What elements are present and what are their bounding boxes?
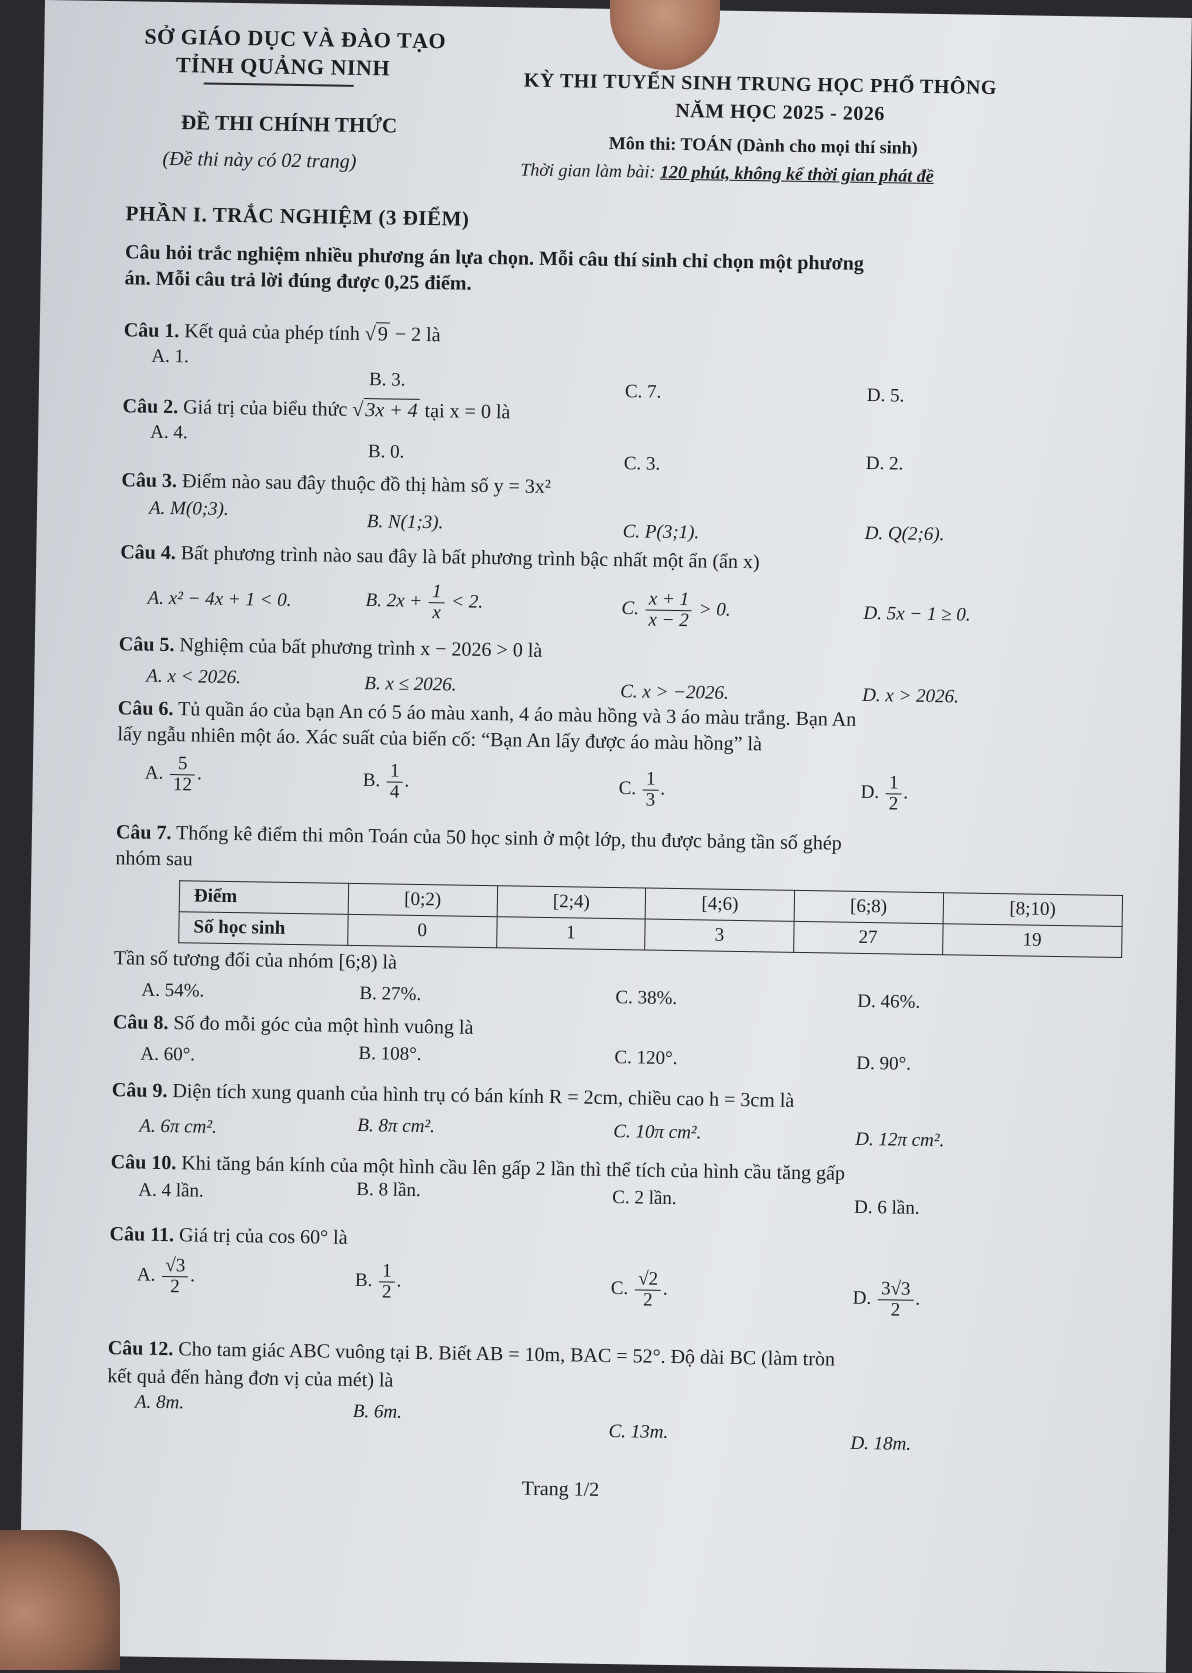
option-suffix: > 0. — [693, 599, 731, 621]
q4-option-c — [621, 589, 731, 632]
q12-option-b: B. 6m. — [352, 1401, 403, 1423]
table-cell: Số học sinh — [179, 912, 348, 946]
sqrt-content: 9 — [376, 322, 390, 345]
q4-option-d: D. 5x − 1 ≥ 0. — [863, 602, 971, 626]
q1-option-c: C. 7. — [624, 381, 662, 403]
q11-option-d: D. $\frac{3√3}{2}$ . — [852, 1278, 921, 1321]
q11-option-b: B. $\frac{1}{2}$ . — [354, 1260, 402, 1303]
question-3 — [121, 469, 551, 499]
numerator: 5 — [170, 754, 195, 775]
part1-intro-line2: án. Mỗi câu trả lời đúng được 0,25 điểm. — [124, 267, 472, 295]
question-tail: tại x = 0 là — [419, 399, 511, 424]
question-label: Câu 9. — [111, 1079, 168, 1103]
q6-option-d: D. $\frac{1}{2}$ . — [860, 772, 909, 815]
q2-option-a: A. 4. — [150, 421, 188, 444]
option-letter: B. — [362, 769, 381, 792]
q1-option-b: B. 3. — [368, 369, 406, 391]
question-label: Câu 10. — [110, 1151, 177, 1175]
q10-option-a: A. 4 lần. — [138, 1179, 204, 1202]
option-prefix: C. — [621, 597, 644, 620]
thumb-bottom-left — [0, 1530, 120, 1670]
question-9 — [112, 1079, 795, 1113]
q6-option-c: C. $\frac{1}{3}$ . — [618, 768, 666, 811]
question-label: Câu 11. — [109, 1223, 175, 1247]
time-line — [520, 159, 934, 186]
q8-option-d: D. 90°. — [856, 1052, 912, 1075]
denominator: 12 — [172, 774, 193, 796]
q7-option-a: A. 54%. — [141, 979, 205, 1002]
question-label: Câu 1. — [123, 319, 180, 343]
q8-option-c: C. 120°. — [614, 1047, 678, 1070]
question-8 — [113, 1011, 474, 1040]
question-7-line2: nhóm sau — [115, 847, 193, 871]
q10-option-c: C. 2 lần. — [612, 1187, 677, 1210]
q6-option-b: B. $\frac{1}{4}$ . — [362, 760, 410, 803]
question-label: Câu 8. — [112, 1011, 169, 1035]
denominator: 4 — [389, 781, 400, 803]
fraction — [886, 773, 902, 814]
question-2 — [122, 395, 510, 424]
option-letter: D. — [860, 781, 880, 803]
q10-option-d: D. 6 lần. — [853, 1196, 920, 1219]
table-cell: 3 — [645, 919, 794, 952]
option-letter: A. — [136, 1264, 156, 1286]
question-label: Câu 6. — [117, 697, 174, 721]
numerator: √3 — [162, 1256, 188, 1277]
q2-option-c: C. 3. — [623, 453, 661, 475]
question-1 — [124, 319, 441, 347]
exam-paper — [19, 0, 1192, 1673]
fraction — [162, 1256, 189, 1297]
fraction — [429, 582, 445, 623]
fraction — [645, 590, 692, 632]
province-name: TỈNH QUẢNG NINH — [175, 52, 391, 81]
question-7-after: Tần số tương đối của nhóm [6;8) là — [113, 947, 398, 974]
numerator: 1 — [643, 769, 659, 790]
q5-option-d: D. x > 2026. — [862, 684, 960, 708]
q2-option-d: D. 2. — [865, 452, 904, 475]
time-label: Thời gian làm bài: — [520, 159, 661, 182]
numerator: 1 — [379, 1261, 395, 1282]
sqrt-sign: √ — [352, 398, 364, 422]
fraction — [379, 1261, 395, 1302]
fraction — [635, 1269, 662, 1310]
option-suffix: < 2. — [446, 591, 484, 613]
part1-title: PHẦN I. TRẮC NGHIỆM (3 ĐIỂM) — [125, 201, 470, 231]
school-year: NĂM HỌC 2025 - 2026 — [675, 99, 885, 126]
q12-option-a: A. 8m. — [134, 1391, 185, 1414]
pages-note: (Đề thi này có 02 trang) — [162, 147, 357, 173]
q7-option-d: D. 46%. — [857, 990, 921, 1013]
table-header-cell: Điểm — [179, 881, 348, 915]
page-number: Trang 1/2 — [521, 1477, 600, 1501]
subject-line: Môn thi: TOÁN (Dành cho mọi thí sinh) — [608, 132, 918, 158]
table-header-cell: [6;8) — [794, 890, 943, 923]
q5-option-a: A. x < 2026. — [146, 665, 242, 689]
q11-option-c: C. $\frac{√2}{2}$ . — [610, 1268, 668, 1311]
q4-option-b — [365, 581, 483, 624]
q6-option-a: A. $\frac{5}{12}$ . — [144, 753, 203, 796]
denominator: 2 — [381, 1281, 392, 1303]
table-cell: 19 — [942, 924, 1122, 958]
question-7-line1 — [116, 821, 842, 855]
denominator: x − 2 — [648, 609, 689, 632]
numerator: 1 — [886, 773, 902, 794]
table-cell: 27 — [794, 921, 943, 954]
question-text: Thống kê điểm thi môn Toán của 50 học sinh ở một lớp, thu được bảng tần số ghép — [171, 822, 842, 855]
denominator: x — [432, 602, 441, 624]
table-cell: 0 — [348, 914, 497, 947]
question-text: Cho tam giác ABC vuông tại B. Biết AB = 10m, BAC = 52°. Độ dài BC (làm tròn — [173, 1338, 836, 1371]
question-12-line2: kết quả đến hàng đơn vị của mét) là — [107, 1365, 394, 1392]
question-text: Giá trị của biểu thức — [178, 396, 353, 421]
question-label: Câu 12. — [107, 1337, 174, 1361]
time-value: 120 phút, không kể thời gian phát đề — [659, 161, 934, 186]
denominator: 2 — [642, 1289, 653, 1311]
q2-option-b: B. 0. — [367, 441, 405, 463]
option-letter: C. — [618, 777, 637, 800]
table-header-cell: [4;6) — [645, 888, 794, 921]
question-text: Tủ quần áo của bạn An có 5 áo màu xanh, 4 áo màu hồng và 3 áo màu trắng. Bạn An — [173, 698, 857, 731]
table-header-cell: [2;4) — [497, 886, 646, 919]
q5-option-b: B. x ≤ 2026. — [364, 673, 457, 696]
fraction — [387, 761, 403, 802]
question-label: Câu 2. — [122, 395, 179, 419]
fraction — [170, 754, 196, 795]
frequency-table — [178, 880, 1123, 958]
q8-option-a: A. 60°. — [140, 1043, 196, 1066]
question-text: Bất phương trình nào sau đây là bất phương trình bậc nhất một ẩn (ẩn x) — [175, 542, 760, 574]
q1-option-a: A. 1. — [151, 345, 190, 368]
q5-option-c: C. x > −2026. — [620, 681, 729, 704]
q3-option-b: B. N(1;3). — [366, 511, 444, 534]
sqrt-sign: √ — [364, 323, 377, 346]
question-label: Câu 5. — [118, 633, 175, 657]
table-header-cell: [8;10) — [943, 893, 1123, 927]
question-text: Kết quả của phép tính — [179, 320, 366, 346]
exam-title: KỲ THI TUYỂN SINH TRUNG HỌC PHỔ THÔNG — [523, 69, 998, 99]
question-11 — [109, 1223, 347, 1250]
q9-option-c: C. 10π cm². — [613, 1121, 702, 1144]
question-text: Diện tích xung quanh của hình trụ có bán kính R = 2cm, chiều cao h = 3cm là — [167, 1080, 795, 1112]
q11-option-a: A. $\frac{√3}{2}$ . — [136, 1255, 196, 1298]
table-header-cell: [0;2) — [348, 883, 497, 916]
q9-option-a: A. 6π cm². — [139, 1115, 217, 1138]
option-letter: B. — [354, 1269, 373, 1292]
q7-option-b: B. 27%. — [359, 983, 422, 1006]
q8-option-b: B. 108°. — [358, 1043, 422, 1066]
denominator: 2 — [890, 1299, 901, 1321]
option-letter: D. — [852, 1287, 872, 1309]
question-label: Câu 4. — [120, 541, 177, 565]
question-tail: − 2 là — [389, 323, 441, 347]
part1-intro-line1: Câu hỏi trắc nghiệm nhiều phương án lựa chọn. Mỗi câu thí sinh chỉ chọn một phương — [124, 241, 864, 275]
option-letter: C. — [610, 1277, 629, 1300]
q3-option-c: C. P(3;1). — [622, 521, 700, 544]
question-text: Khi tăng bán kính của một hình cầu lên gấp 2 lần thì thể tích của hình cầu tăng gấp — [176, 1152, 846, 1185]
question-10 — [111, 1151, 846, 1186]
option-letter: A. — [144, 762, 164, 784]
fraction — [878, 1279, 914, 1320]
fraction — [643, 769, 659, 810]
q3-option-d: D. Q(2;6). — [864, 522, 945, 546]
q12-option-d: D. 18m. — [850, 1432, 912, 1455]
numerator: √2 — [635, 1269, 661, 1290]
table-cell: 1 — [496, 917, 645, 950]
q7-option-c: C. 38%. — [615, 987, 678, 1010]
denominator: 3 — [645, 789, 656, 811]
q4-option-a: A. x² − 4x + 1 < 0. — [147, 587, 292, 611]
numerator: 1 — [387, 761, 403, 782]
question-5 — [119, 633, 543, 663]
question-6-line2: lấy ngẫu nhiên một áo. Xác suất của biến cố: “Bạn An lấy được áo màu hồng” là — [117, 723, 763, 756]
denominator: 2 — [170, 1276, 180, 1298]
department-name: SỞ GIÁO DỤC VÀ ĐÀO TẠO — [144, 23, 447, 54]
question-text: Số đo mỗi góc của một hình vuông là — [168, 1012, 474, 1039]
q10-option-b: B. 8 lần. — [356, 1179, 421, 1202]
question-text: Nghiệm của bất phương trình x − 2026 > 0 là — [174, 634, 543, 662]
q3-option-a: A. M(0;3). — [148, 497, 229, 520]
official-exam-label: ĐỀ THI CHÍNH THỨC — [180, 110, 398, 138]
denominator: 2 — [888, 793, 899, 815]
question-text: Điểm nào sau đây thuộc đồ thị hàm số y = 3x² — [176, 470, 552, 499]
question-label: Câu 7. — [115, 821, 172, 845]
question-label: Câu 3. — [121, 469, 178, 493]
sqrt-content: 3x + 4 — [363, 398, 420, 422]
header-underline-left — [204, 83, 354, 87]
numerator: x + 1 — [646, 590, 693, 612]
q9-option-b: B. 8π cm². — [357, 1115, 435, 1138]
q1-option-d: D. 5. — [866, 384, 905, 407]
option-prefix: B. 2x + — [365, 589, 428, 612]
numerator: 1 — [429, 582, 445, 603]
question-4 — [120, 541, 760, 574]
question-text: Giá trị của cos 60° là — [173, 1224, 348, 1249]
numerator: 3√3 — [878, 1279, 914, 1300]
q12-option-c: C. 13m. — [608, 1421, 669, 1443]
q9-option-d: D. 12π cm². — [855, 1128, 945, 1152]
